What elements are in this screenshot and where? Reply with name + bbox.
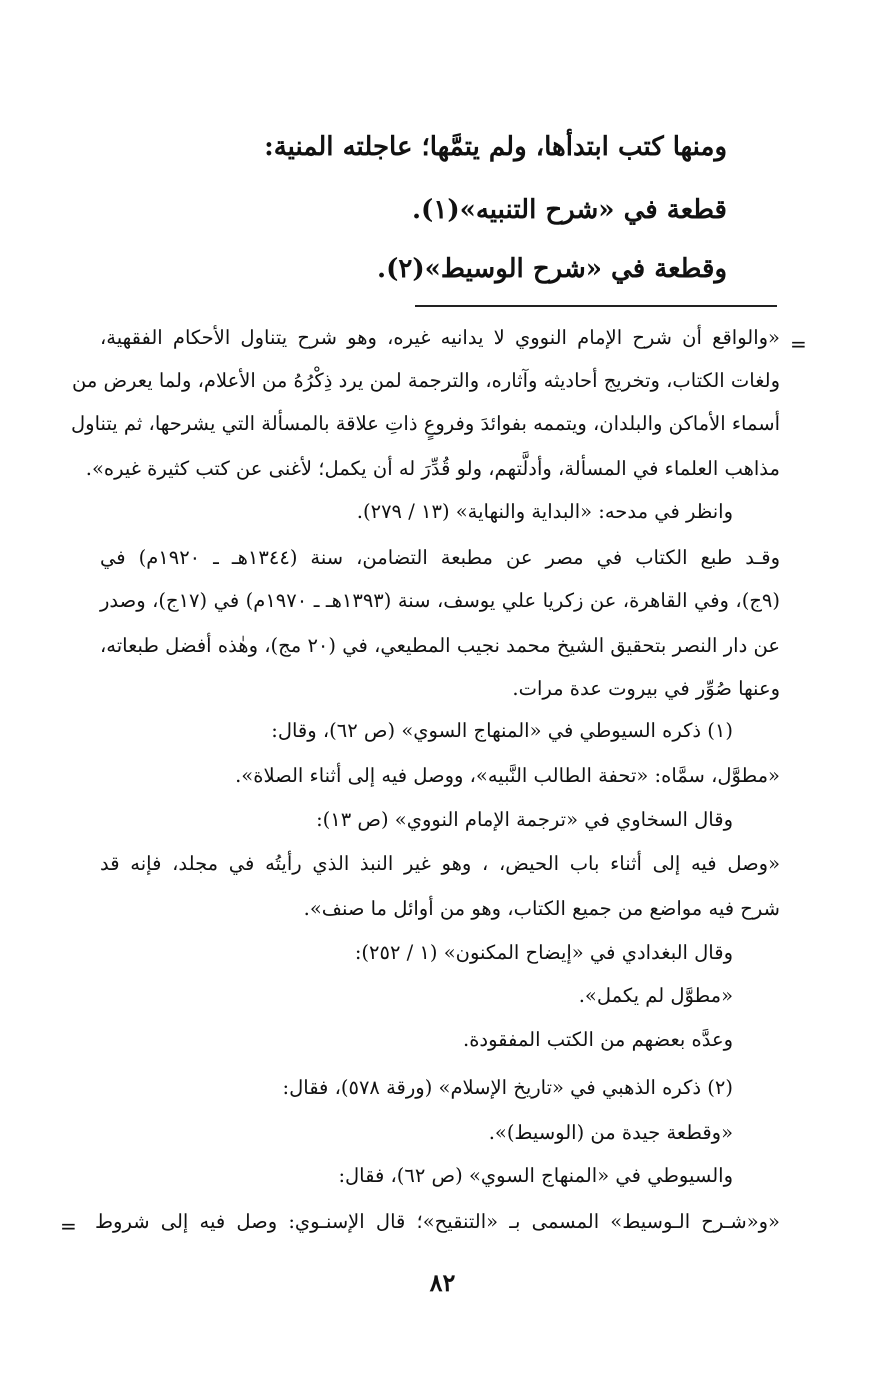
footnote-continued-line: أسماء الأماكن والبلدان، ويتممه بفوائدَ وفروعٍ ذاتِ علاقة بالمسألة التي يشرحها، ثم يتناول [71, 412, 780, 435]
footnote-continued-line: وعنها صُوِّر في بيروت عدة مرات. [512, 677, 780, 700]
page-number: ٨٢ [429, 1268, 456, 1297]
continuation-mark-end: = [60, 1214, 77, 1238]
footnote-1-line: (١) ذكره السيوطي في «المنهاج السوي» (ص ٦٢)، وقال: [271, 719, 733, 742]
footnote-1-line: شرح فيه مواضع من جميع الكتاب، وهو من أوائل ما صنف». [303, 897, 780, 920]
footnote-2-line: (٢) ذكره الذهبي في «تاريخ الإسلام» (ورقة ٥٧٨)، فقال: [282, 1076, 733, 1099]
footnote-1-line: «وصل فيه إلى أثناء باب الحيض، ، وهو غير النبذ الذي رأيتُه في مجلد، فإنه قد [100, 852, 780, 875]
footnote-1-line: «مطوَّل، سمَّاه: «تحفة الطالب النَّبيه»، ووصل فيه إلى أثناء الصلاة». [235, 764, 780, 787]
footnote-divider [415, 305, 777, 307]
footnote-2-line: والسيوطي في «المنهاج السوي» (ص ٦٢)، فقال: [338, 1164, 733, 1187]
footnote-continued-line: وقـد طبع الكتاب في مصر عن مطبعة التضامن، سنة (١٣٤٤هـ ـ ١٩٢٠م) في [100, 546, 780, 569]
footnote-1-line: وعدَّه بعضهم من الكتب المفقودة. [463, 1028, 733, 1051]
footnote-2-line: «و«شـرح الـوسيط» المسمى بـ «التنقيح»؛ قال الإسنـوي: وصل فيه إلى شروط [95, 1210, 780, 1233]
footnote-1-line: «مطوَّل لم يكمل». [578, 984, 733, 1007]
footnote-continued-line: (٩ج)، وفي القاهرة، عن زكريا علي يوسف، سنة (١٣٩٣هـ ـ ١٩٧٠م) في (١٧ج)، وصدر [100, 589, 781, 612]
continuation-mark-start: = [790, 332, 807, 356]
footnote-continued-line: ولغات الكتاب، وتخريج أحاديثه وآثاره، والترجمة لمن يرد ذِكْرُهُ من الأعلام، ولما يعرض من [71, 369, 780, 392]
main-line-3: وقطعة في «شرح الوسيط»(٢). [377, 254, 727, 284]
footnote-continued-line: مذاهب العلماء في المسألة، وأدلَّتهم، ولو قُدِّرَ له أن يكمل؛ لأغنى عن كتب كثيرة غيره». [85, 457, 780, 480]
footnote-1-line: وقال السخاوي في «ترجمة الإمام النووي» (ص ١٣): [316, 808, 733, 831]
footnote-2-line: «وقطعة جيدة من (الوسيط)». [488, 1121, 733, 1144]
main-line-1: ومنها كتب ابتدأها، ولم يتمَّها؛ عاجلته المنية: [264, 132, 727, 162]
footnote-continued-line: وانظر في مدحه: «البداية والنهاية» (١٣ / ٢٧٩). [356, 500, 733, 523]
footnote-continued-line: عن دار النصر بتحقيق الشيخ محمد نجيب المطيعي، في (٢٠ مج)، وهٰذه أفضل طبعاته، [100, 634, 780, 657]
footnote-1-line: وقال البغدادي في «إيضاح المكنون» (١ / ٢٥٢): [354, 941, 733, 964]
main-line-2: قطعة في «شرح التنبيه»(١). [411, 195, 727, 225]
footnote-continued-line: «والواقع أن شرح الإمام النووي لا يدانيه غيره، وهو شرح يتناول الأحكام الفقهية، [100, 326, 780, 349]
